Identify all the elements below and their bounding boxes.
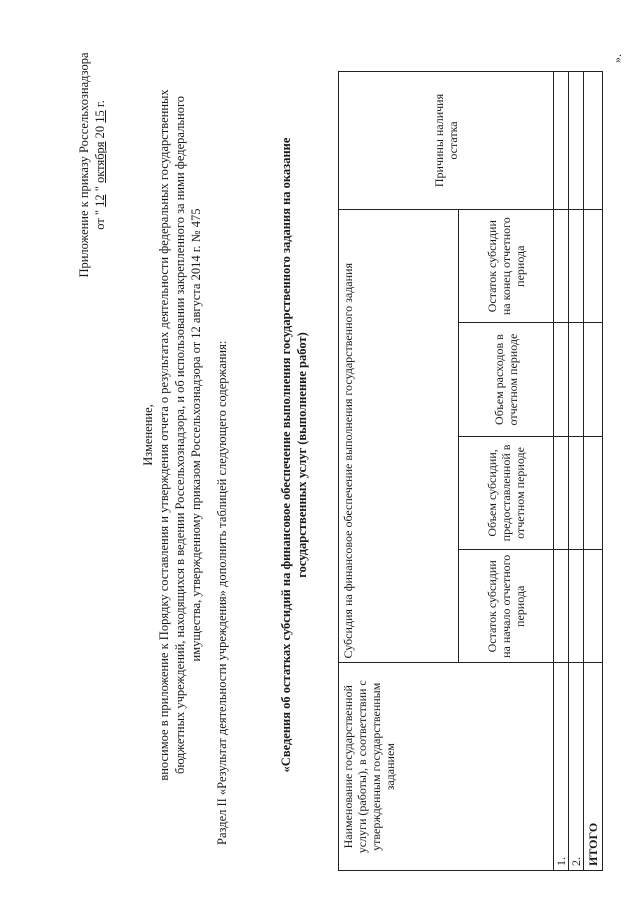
approval-line-1: Приложение к приказу Россельхознадзора <box>77 52 91 278</box>
approval-line-2: от " 12 " октября 20 15 г. <box>93 100 107 230</box>
approval-stamp <box>76 35 108 295</box>
header-provided-volume: Объем субсидии, предоставленной в отчетном периоде <box>459 436 554 549</box>
header-reasons: Причины наличия остатка <box>339 72 554 210</box>
amendment-title: Изменение, <box>141 404 155 466</box>
table-row <box>569 72 584 871</box>
total-label: ИТОГО <box>584 663 603 871</box>
subsidy-balance-table <box>338 71 603 871</box>
approval-year: 15 <box>93 110 107 123</box>
table-total-row <box>584 72 603 871</box>
table-header-row <box>339 72 459 871</box>
header-expenses-volume: Объем расходов в отчетном периоде <box>459 323 554 436</box>
amendment-body: вносимое в приложение к Порядку составления и утверждения отчета о результатах деятельности федеральных государственных бюджетных учреждений, находящихся в ведении Россельхознадзора, и об использовании закрепленного за ними федерального имущества, утвержденному приказом Россельхознадзора от 12 августа 2014 г. № 475 <box>157 89 203 781</box>
header-subsidy-group: Субсидия на финансовое обеспечение выполнения государственного задания <box>339 210 459 664</box>
header-service-name: Наименование государственной услуги (работы), в соответствии с утвержденным государственным заданием <box>339 663 554 871</box>
row-number: 1. <box>554 663 569 871</box>
amendment-heading <box>140 85 204 785</box>
section-note: Раздел II «Результат деятельности учреждения» дополнить таблицей следующего содержания: <box>215 340 229 845</box>
approval-day: 12 <box>93 194 107 207</box>
table-row <box>554 72 569 871</box>
header-end-balance: Остаток субсидии на конец отчетного периода <box>459 210 554 323</box>
table-title: «Сведения об остатках субсидий на финансовое обеспечение выполнения государственного задания на оказание государственных услуг (выполнение работ) <box>279 137 309 773</box>
row-number: 2. <box>569 663 584 871</box>
closing-quote: ». <box>610 54 624 63</box>
header-start-balance: Остаток субсидии на начало отчетного периода <box>459 550 554 663</box>
approval-month: октября <box>93 141 107 184</box>
